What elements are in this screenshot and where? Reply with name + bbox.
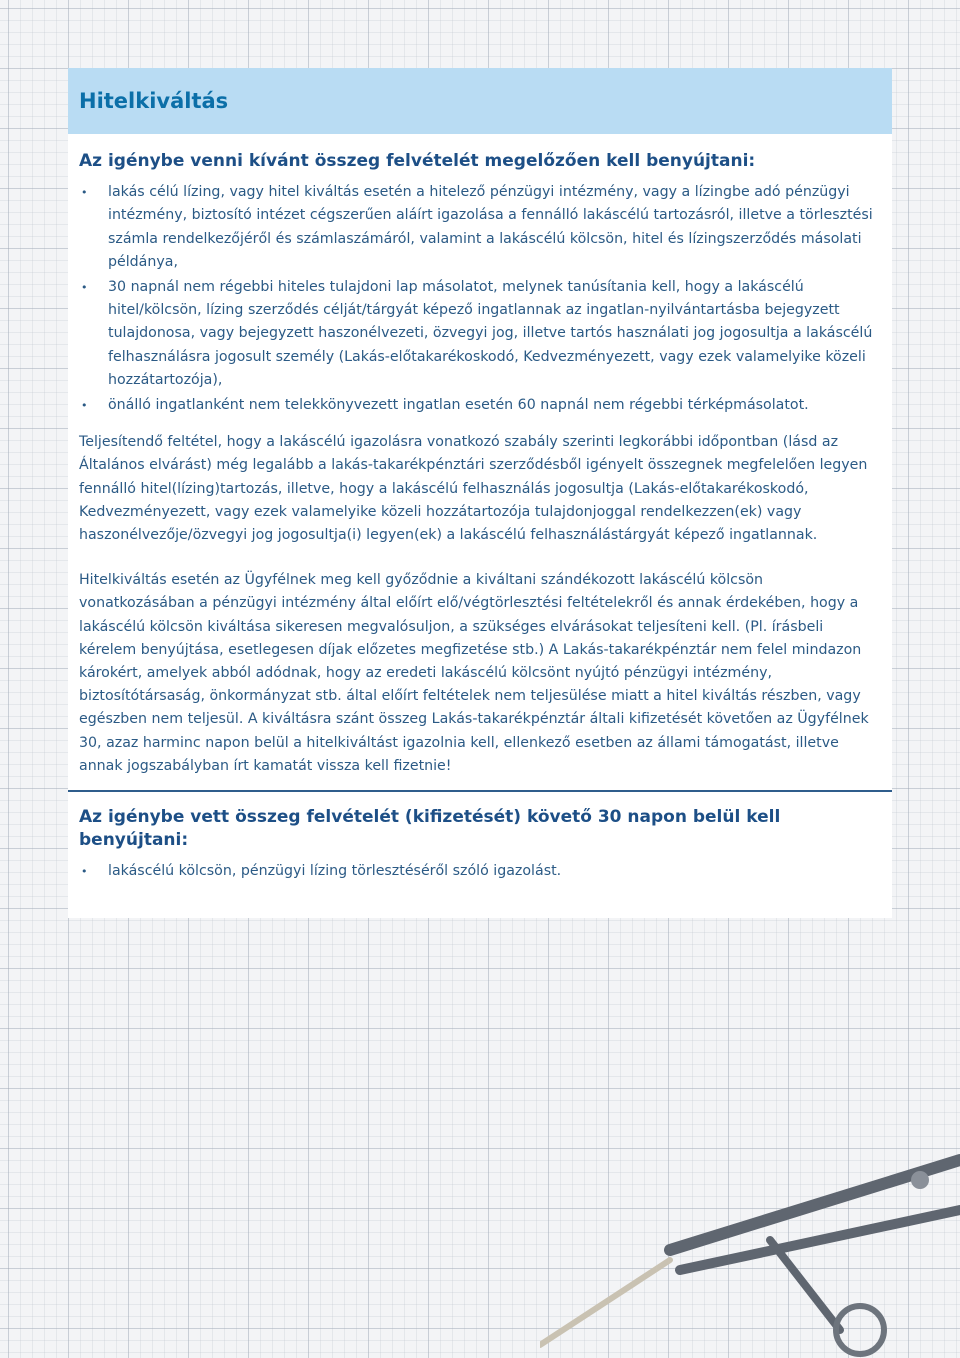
section2 [79, 792, 881, 884]
content-card [68, 68, 892, 918]
compass-illustration [540, 1100, 960, 1358]
section2-bullet-list [79, 860, 881, 883]
list-item: • önálló ingatlanként nem telekkönyvezett ingatlan esetén 60 napnál nem régebbi térképmásolatot. [79, 394, 881, 417]
page-title: Hitelkiváltás [79, 89, 229, 113]
card-body [68, 134, 892, 884]
paragraph-conditions: Teljesítendő feltétel, hogy a lakáscélú igazolásra vonatkozó szabály szerinti legkorábbi időpontban (lásd az Általános elvárást) még legalább a lakás-takarékpénztári szerződésből igényelt összegnek megfelelően legyen fennálló hitel(lízing)tartozás, illetve, hogy a lakáscélú felhasználás jogosultja (Lakás-előtakarékoskodó, Kedvezményezett, vagy ezek valamelyike közeli hozzátartozója tulajdonjoggal rendelkezzen(ek) vagy haszonélvezője/özvegyi jog jogosultja(i) legyen(ek) a lakáscélú felhasználástárgyát képező ingatlannak. [79, 434, 868, 544]
section1-bullet-list [79, 181, 881, 417]
list-item: • lakás célú lízing, vagy hitel kiváltás esetén a hitelező pénzügyi intézmény, vagy a lízingbe adó pénzügyi intézmény, biztosító intézet cégszerűen aláírt igazolása a fennálló lakáscélú tartozásról, illetve a törlesztési számla rendelkezőjéről és számlaszámáról, valamint a lakáscélú kölcsön, hitel és lízingszerződés másolati példánya, [79, 181, 881, 274]
list-item: • 30 napnál nem régebbi hiteles tulajdoni lap másolatot, melynek tanúsítania kell, hogy a lakáscélú hitel/kölcsön, lízing szerződés célját/tárgyát képező ingatlannak az ingatlan-nyilvántartásba bejegyzett tulajdonosa, vagy bejegyzett haszonélvezeti, özvegyi jog, illetve tartós használati jog jogosultja a lakáscélú felhasználásra jogosult személy (Lakás-előtakarékoskodó, Kedvezményezett, vagy ezek valamelyike közeli hozzátartozója), [79, 276, 881, 392]
paragraph-refinancing: Hitelkiváltás esetén az Ügyfélnek meg kell győződnie a kiváltani szándékozott lakáscélú kölcsön vonatkozásában a pénzügyi intézmény által előírt elő/végtörlesztési feltételekről és annak érdekében, hogy a lakáscélú kölcsön kiváltása sikeresen megvalósuljon, a szükséges elvárásokat teljesíteni kell. (Pl. írásbeli kérelem benyújtása, esetlegesen díjak előzetes megfizetése stb.) A Lakás-takarékpénztár nem felel mindazon károkért, amelyek abból adódnak, hogy az eredeti lakáscélú kölcsönt nyújtó pénzügyi intézmény, biztosítótársaság, önkormányzat stb. által előírt feltételek nem teljesülése miatt a hitel kiváltás részben, vagy egészben nem teljesül. A kiváltásra szánt összeg Lakás-takarékpénztár általi kifizetését követően az Ügyfélnek 30, azaz harminc napon belül a hitelkiváltást igazolnia kell, ellenkező esetben az állami támogatást, illetve annak jogszabályban írt kamatát vissza kell fizetnie! [79, 572, 869, 774]
list-item: • lakáscélú kölcsön, pénzügyi lízing törlesztéséről szóló igazolást. [79, 860, 881, 883]
section1-heading: Az igénybe venni kívánt összeg felvételét megelőzően kell benyújtani: [79, 151, 756, 171]
title-bar [68, 68, 892, 134]
section2-heading: Az igénybe vett összeg felvételét (kifizetését) követő 30 napon belül kell benyújtani: [79, 807, 781, 851]
